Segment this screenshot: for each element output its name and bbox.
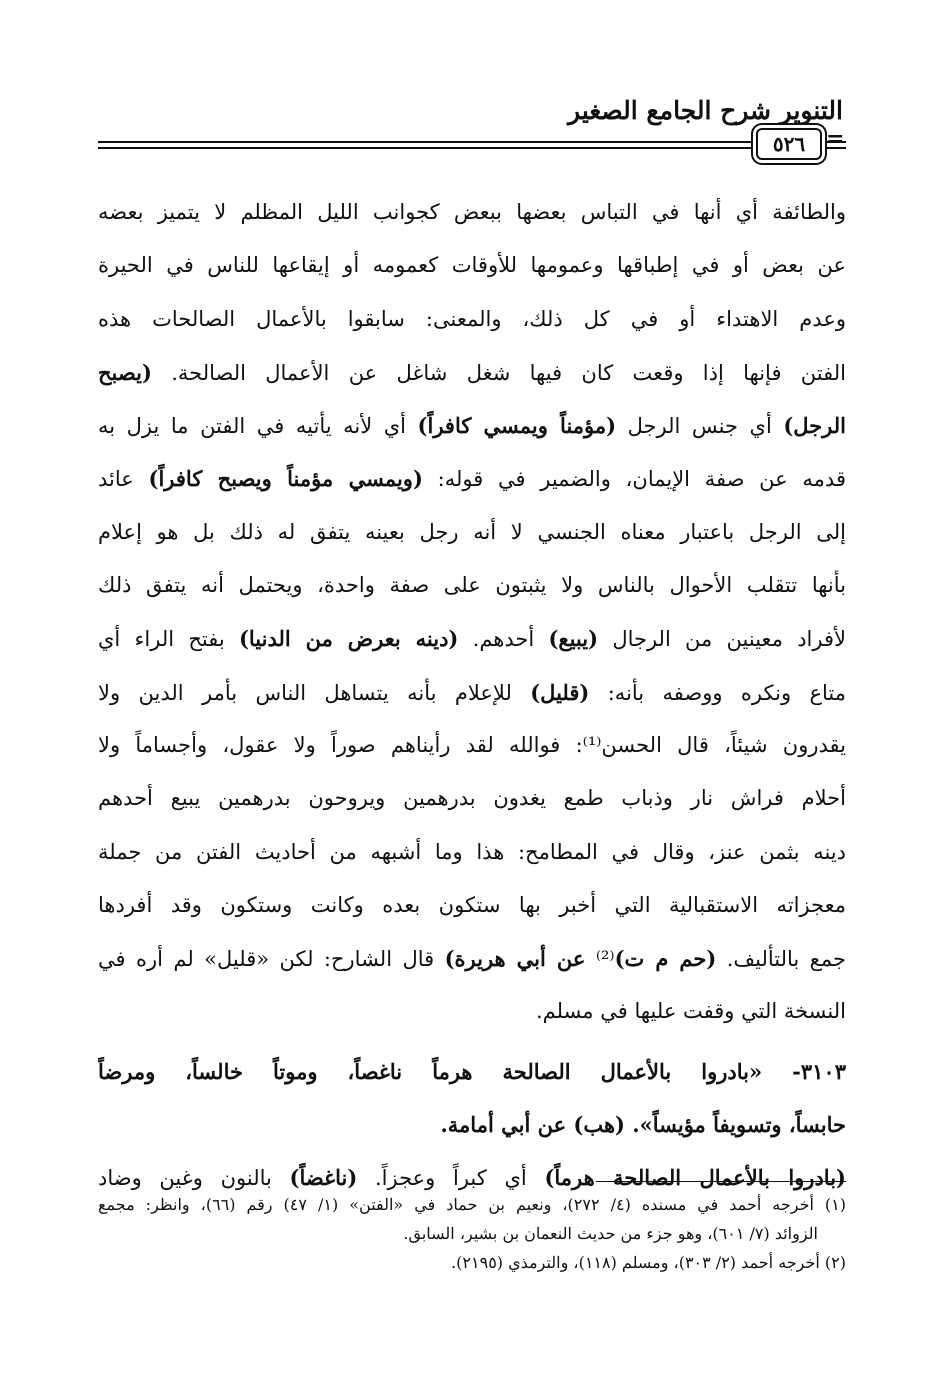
text-line xyxy=(98,666,846,719)
footnote-2: (٢) أخرجه أحمد (٢/ ٣٠٣)، ومسلم (١١٨)، والترمذي (٢١٩٥). xyxy=(451,1253,846,1272)
quoted-hadith-term: الرجل) xyxy=(783,413,846,439)
hadith-heading-line: حابساً، وتسويفاً مؤيساً». (هب) عن أبي أمامة. xyxy=(440,1112,846,1138)
page-number: ٥٢٦ xyxy=(756,128,822,160)
footnote-separator xyxy=(596,1181,846,1182)
text-run: الفتن فإنها إذا وقعت كان فيها شغل شاغل عن الأعمال الصالحة. xyxy=(151,360,846,385)
footnote-1-continued: الزوائد (٧/ ٦٠١)، وهو جزء من حديث النعمان بن بشير، السابق. xyxy=(403,1224,818,1243)
quoted-hadith-term: عن أبي هريرة) xyxy=(444,946,586,972)
quoted-hadith-term: (قليل) xyxy=(530,679,590,705)
main-text xyxy=(98,186,846,1205)
text-line: أحلام فراش نار وذباب طمع يغدون بدرهمين ويروحون بدرهمين يبيع أحدهم xyxy=(98,786,846,811)
page-number-dash: = xyxy=(826,126,845,152)
text-line: النسخة التي وقفت عليها في مسلم. xyxy=(535,999,846,1024)
text-run: أي كبراً وعجزاً. xyxy=(357,1166,545,1191)
quoted-hadith-term: (يبيع) xyxy=(548,626,599,652)
header-rule-top xyxy=(98,141,846,143)
footnote-1: (١) أخرجه أحمد في مسنده (٤/ ٢٧٢)، ونعيم بن حماد في «الفتن» (١/ ٤٧) رقم (٦٦)، وانظر: مجمع xyxy=(98,1195,846,1214)
hadith-heading-line: ٣١٠٣- «بادروا بالأعمال الصالحة هرماً ناغصاً، وموتاً خالساً، ومرضاً xyxy=(98,1058,846,1084)
text-line xyxy=(98,399,846,452)
text-line: بأنها تتقلب الأحوال بالناس ولا يثبتون على صفة واحدة، ويحتمل أنه يتفق ذلك xyxy=(98,573,846,598)
text-run: قدمه عن صفة الإيمان، والضمير في قوله: xyxy=(422,467,846,492)
quoted-hadith-term: (بادروا بالأعمال الصالحة هرماً) xyxy=(544,1165,846,1191)
text-run: متاع ونكره ووصفه بأنه: xyxy=(589,680,846,705)
text-run: أي لأنه يأتيه في الفتن ما يزل به xyxy=(98,414,418,439)
text-line: دينه بثمن عنز، وقال في المطامح: هذا وما أشبهه من أحاديث الفتن من جملة xyxy=(98,839,846,864)
text-line: والطائفة أي أنها في التباس بعضها ببعض كجوانب الليل المظلم لا يتميز بعضه xyxy=(98,200,846,224)
text-line: إلى الرجل باعتبار معناه الجنسي لا أنه رجل بعينه يتفق له ذلك بل هو إعلام xyxy=(98,519,846,544)
quoted-hadith-term: (يصبح xyxy=(98,359,152,385)
text-run: عائد xyxy=(98,467,149,492)
text-run: بفتح الراء أي xyxy=(98,627,239,652)
text-run: قال الشارح: لكن «قليل» لم أره في xyxy=(98,947,445,972)
quoted-hadith-term: (مؤمناً ويمسي كافراً) xyxy=(417,413,617,439)
book-title: التنوير شرح الجامع الصغير xyxy=(568,96,843,125)
text-line xyxy=(98,346,846,399)
quoted-hadith-term: (ناغضاً) xyxy=(289,1165,358,1191)
text-run: أي جنس الرجل xyxy=(616,414,784,439)
text-run: بالنون وغين وضاد xyxy=(98,1166,290,1191)
text-run: لأفراد معينين من الرجال xyxy=(598,627,846,652)
text-run: للإعلام بأنه يتساهل الناس بأمر الدين ولا xyxy=(98,680,531,705)
text-line xyxy=(98,612,846,665)
quoted-hadith-term: (دينه بعرض من الدنيا) xyxy=(238,626,459,652)
footnote-ref: ⁽²⁾ xyxy=(585,947,615,972)
text-line xyxy=(98,932,846,985)
source-abbreviation: (حم م ت) xyxy=(614,946,717,972)
header-rule-bottom xyxy=(98,147,846,149)
text-run: جمع بالتأليف. xyxy=(716,947,846,972)
text-line: يقدرون شيئاً، قال الحسن⁽¹⁾: فوالله لقد رأيناهم صوراً ولا عقول، وأجساماً ولا xyxy=(98,732,846,757)
text-line xyxy=(98,452,846,505)
text-line: معجزاته الاستقبالية التي أخبر بها ستكون بعده وكانت وستكون وقد أفردها xyxy=(98,892,846,917)
text-line: عن بعض أو في إطباقها وعمومها للأوقات كعمومه أو إيقاعها للناس في الحيرة xyxy=(98,253,846,278)
text-run: أحدهم. xyxy=(458,627,549,652)
text-line: وعدم الاهتداء أو في كل ذلك، والمعنى: سابقوا بالأعمال الصالحات هذه xyxy=(98,306,846,331)
quoted-hadith-term: (ويمسي مؤمناً ويصبح كافراً) xyxy=(148,466,423,492)
footnotes xyxy=(98,1190,846,1277)
